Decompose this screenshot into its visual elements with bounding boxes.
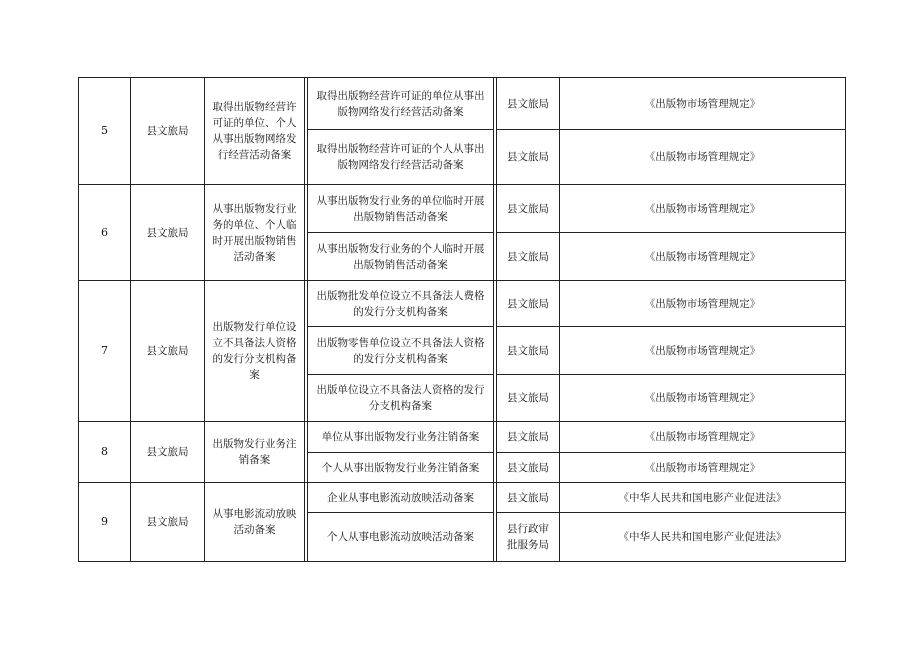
dept-cell: 县文旅局 xyxy=(497,422,560,453)
dept-cell: 县文旅局 xyxy=(497,483,560,513)
sub-item-cell: 出版物批发单位设立不具备法人费格的发行分支机构备案 xyxy=(308,281,494,327)
dept-cell: 县文旅局 xyxy=(497,453,560,483)
sub-item-cell: 从事出版物发行业务的个人临时开展出版物销售活动备案 xyxy=(308,233,494,281)
table-row xyxy=(79,422,846,453)
unit-cell: 县文旅局 xyxy=(131,483,205,562)
dept-cell: 县文旅局 xyxy=(497,281,560,327)
unit-cell: 县文旅局 xyxy=(131,185,205,281)
basis-cell: 《出版物市场管理规定》 xyxy=(560,281,846,327)
sub-item-cell: 出版物零售单位设立不具备法人资格的发行分支机构备案 xyxy=(308,327,494,375)
dept-cell: 县文旅局 xyxy=(497,185,560,233)
item-name-cell: 从事电影流动放映活动备案 xyxy=(205,483,305,562)
filing-items-table xyxy=(78,77,846,562)
basis-cell: 《出版物市场管理规定》 xyxy=(560,327,846,375)
item-number: 6 xyxy=(79,185,131,281)
sub-item-cell: 企业从事电影流动放映活动备案 xyxy=(308,483,494,513)
basis-cell: 《出版物市场管理规定》 xyxy=(560,78,846,130)
dept-cell: 县文旅局 xyxy=(497,233,560,281)
unit-cell: 县文旅局 xyxy=(131,281,205,422)
table-row xyxy=(79,281,846,327)
item-name-cell: 取得出版物经营许可证的单位、个人从事出版物网络发行经营活动备案 xyxy=(205,78,305,185)
basis-cell: 《出版物市场管理规定》 xyxy=(560,453,846,483)
table-row xyxy=(79,483,846,513)
sub-item-cell: 取得出版物经营许可证的个人从事出版物网络发行经营活动备案 xyxy=(308,130,494,185)
item-name-cell: 出版物发行单位设立不具备法人资格的发行分支机构备案 xyxy=(205,281,305,422)
dept-cell: 县文旅局 xyxy=(497,327,560,375)
sub-item-cell: 个人从事出版物发行业务注销备案 xyxy=(308,453,494,483)
basis-cell: 《中华人民共和国电影产业促进法》 xyxy=(560,483,846,513)
unit-cell: 县文旅局 xyxy=(131,78,205,185)
item-number: 7 xyxy=(79,281,131,422)
basis-cell: 《出版物市场管理规定》 xyxy=(560,130,846,185)
table-row xyxy=(79,78,846,130)
item-number: 8 xyxy=(79,422,131,483)
sub-item-cell: 出版单位设立不具备法人资格的发行分支机构备案 xyxy=(308,375,494,422)
item-name-cell: 出版物发行业务注销备案 xyxy=(205,422,305,483)
item-number: 5 xyxy=(79,78,131,185)
basis-cell: 《中华人民共和国电影产业促进法》 xyxy=(560,513,846,562)
basis-cell: 《出版物市场管理规定》 xyxy=(560,185,846,233)
table-row xyxy=(79,185,846,233)
basis-cell: 《出版物市场管理规定》 xyxy=(560,375,846,422)
unit-cell: 县文旅局 xyxy=(131,422,205,483)
dept-cell: 县行政审批服务局 xyxy=(497,513,560,562)
item-number: 9 xyxy=(79,483,131,562)
sub-item-cell: 取得出版物经营许可证的单位从事出版物网络发行经营活动备案 xyxy=(308,78,494,130)
dept-cell: 县文旅局 xyxy=(497,375,560,422)
item-name-cell: 从事出版物发行业务的单位、个人临时开展出版物销售活动备案 xyxy=(205,185,305,281)
sub-item-cell: 单位从事出版物发行业务注销备案 xyxy=(308,422,494,453)
dept-cell: 县文旅局 xyxy=(497,78,560,130)
sub-item-cell: 从事出版物发行业务的单位临时开展出版物销售活动备案 xyxy=(308,185,494,233)
basis-cell: 《出版物市场管理规定》 xyxy=(560,422,846,453)
sub-item-cell: 个人从事电影流动放映活动备案 xyxy=(308,513,494,562)
basis-cell: 《出版物市场管理规定》 xyxy=(560,233,846,281)
dept-cell: 县文旅局 xyxy=(497,130,560,185)
